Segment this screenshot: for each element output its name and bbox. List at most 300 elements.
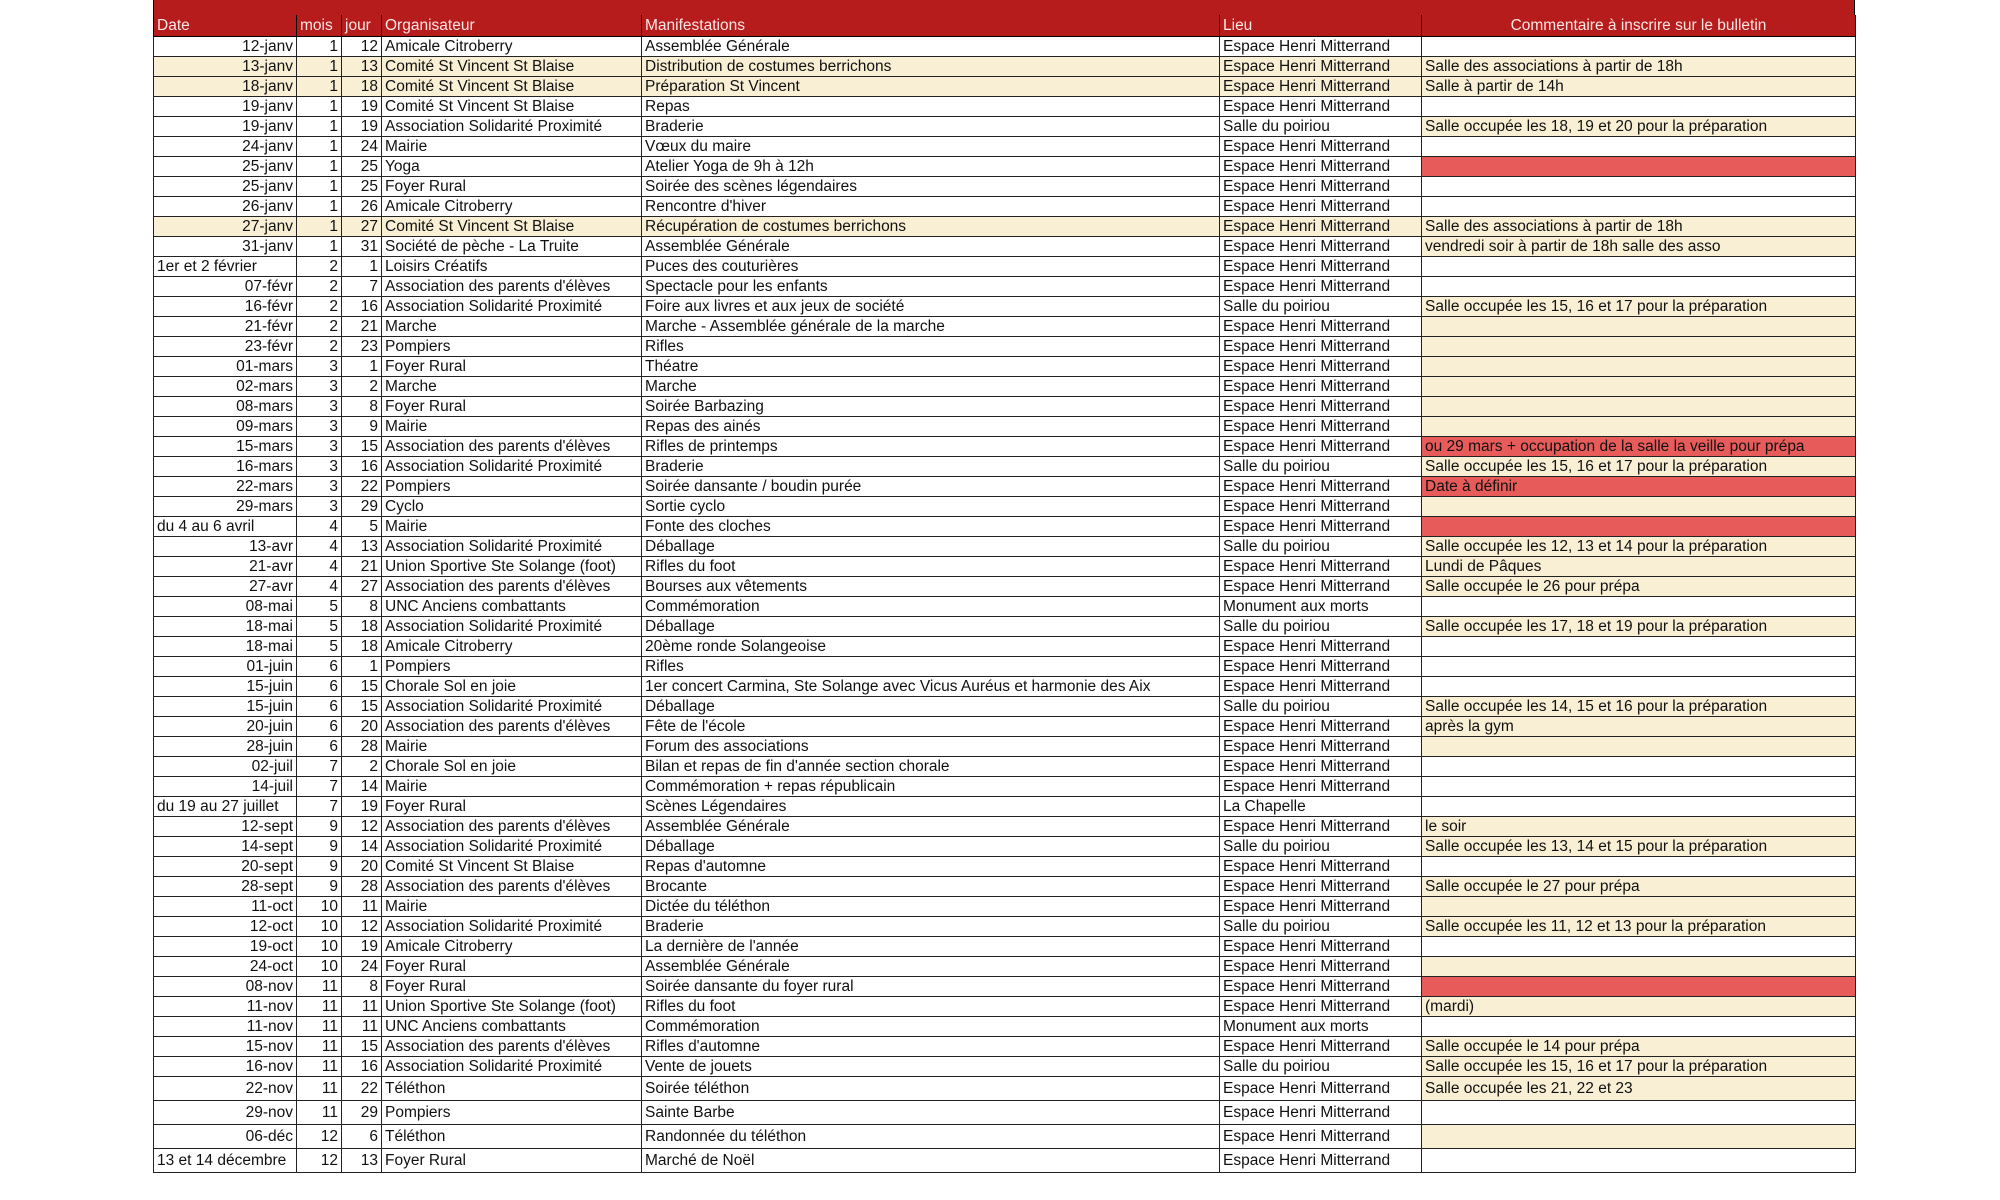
cell-date[interactable]: 15-nov [154, 1037, 297, 1057]
cell-lieu[interactable]: Espace Henri Mitterrand [1220, 677, 1422, 697]
cell-mois[interactable]: 1 [297, 97, 342, 117]
cell-manifestation[interactable]: Bilan et repas de fin d'année section chorale [642, 757, 1220, 777]
cell-commentaire[interactable]: Salle occupée le 27 pour prépa [1422, 877, 1856, 897]
cell-mois[interactable]: 3 [297, 497, 342, 517]
cell-date[interactable]: 14-sept [154, 837, 297, 857]
cell-manifestation[interactable]: Assemblée Générale [642, 37, 1220, 57]
cell-jour[interactable]: 11 [342, 997, 382, 1017]
cell-lieu[interactable]: Espace Henri Mitterrand [1220, 1037, 1422, 1057]
cell-commentaire[interactable] [1422, 37, 1856, 57]
cell-commentaire[interactable] [1422, 957, 1856, 977]
cell-date[interactable]: 15-juin [154, 697, 297, 717]
cell-organisateur[interactable]: Foyer Rural [382, 357, 642, 377]
cell-lieu[interactable]: Monument aux morts [1220, 1017, 1422, 1037]
cell-manifestation[interactable]: Rifles du foot [642, 997, 1220, 1017]
cell-commentaire[interactable]: vendredi soir à partir de 18h salle des asso [1422, 237, 1856, 257]
cell-lieu[interactable]: Espace Henri Mitterrand [1220, 957, 1422, 977]
cell-lieu[interactable]: Salle du poiriou [1220, 297, 1422, 317]
cell-manifestation[interactable]: Rifles du foot [642, 557, 1220, 577]
cell-lieu[interactable]: Espace Henri Mitterrand [1220, 577, 1422, 597]
cell-jour[interactable]: 6 [342, 1125, 382, 1149]
cell-lieu[interactable]: Espace Henri Mitterrand [1220, 357, 1422, 377]
cell-commentaire[interactable] [1422, 317, 1856, 337]
cell-commentaire[interactable] [1422, 897, 1856, 917]
cell-lieu[interactable]: Espace Henri Mitterrand [1220, 557, 1422, 577]
cell-manifestation[interactable]: Fonte des cloches [642, 517, 1220, 537]
cell-date[interactable]: 22-nov [154, 1077, 297, 1101]
cell-commentaire[interactable] [1422, 337, 1856, 357]
cell-jour[interactable]: 28 [342, 737, 382, 757]
cell-mois[interactable]: 9 [297, 857, 342, 877]
cell-commentaire[interactable] [1422, 677, 1856, 697]
cell-mois[interactable]: 12 [297, 1125, 342, 1149]
cell-manifestation[interactable]: Spectacle pour les enfants [642, 277, 1220, 297]
cell-commentaire[interactable]: après la gym [1422, 717, 1856, 737]
cell-organisateur[interactable]: Association Solidarité Proximité [382, 117, 642, 137]
cell-jour[interactable]: 27 [342, 217, 382, 237]
cell-date[interactable]: 26-janv [154, 197, 297, 217]
cell-lieu[interactable]: Espace Henri Mitterrand [1220, 717, 1422, 737]
cell-jour[interactable]: 2 [342, 377, 382, 397]
cell-mois[interactable]: 4 [297, 517, 342, 537]
cell-date[interactable]: du 4 au 6 avril [154, 517, 297, 537]
cell-mois[interactable]: 7 [297, 777, 342, 797]
cell-organisateur[interactable]: Mairie [382, 517, 642, 537]
cell-jour[interactable]: 12 [342, 917, 382, 937]
cell-jour[interactable]: 19 [342, 117, 382, 137]
cell-commentaire[interactable]: (mardi) [1422, 997, 1856, 1017]
cell-lieu[interactable]: Espace Henri Mitterrand [1220, 277, 1422, 297]
cell-manifestation[interactable]: Assemblée Générale [642, 237, 1220, 257]
cell-lieu[interactable]: Espace Henri Mitterrand [1220, 157, 1422, 177]
cell-mois[interactable]: 9 [297, 817, 342, 837]
cell-jour[interactable]: 16 [342, 1057, 382, 1077]
cell-jour[interactable]: 8 [342, 597, 382, 617]
cell-jour[interactable]: 28 [342, 877, 382, 897]
cell-organisateur[interactable]: Association Solidarité Proximité [382, 617, 642, 637]
cell-organisateur[interactable]: Association Solidarité Proximité [382, 297, 642, 317]
cell-jour[interactable]: 16 [342, 297, 382, 317]
cell-organisateur[interactable]: Association des parents d'élèves [382, 437, 642, 457]
cell-organisateur[interactable]: Chorale Sol en joie [382, 757, 642, 777]
cell-commentaire[interactable]: Salle occupée les 13, 14 et 15 pour la préparation [1422, 837, 1856, 857]
cell-date[interactable]: 01-juin [154, 657, 297, 677]
cell-organisateur[interactable]: Pompiers [382, 477, 642, 497]
cell-jour[interactable]: 12 [342, 37, 382, 57]
cell-mois[interactable]: 2 [297, 277, 342, 297]
cell-manifestation[interactable]: Bourses aux vêtements [642, 577, 1220, 597]
cell-date[interactable]: 19-oct [154, 937, 297, 957]
cell-manifestation[interactable]: Marche [642, 377, 1220, 397]
cell-lieu[interactable]: Espace Henri Mitterrand [1220, 177, 1422, 197]
cell-commentaire[interactable]: Lundi de Pâques [1422, 557, 1856, 577]
cell-commentaire[interactable] [1422, 397, 1856, 417]
cell-jour[interactable]: 8 [342, 397, 382, 417]
cell-commentaire[interactable]: Salle occupée les 21, 22 et 23 [1422, 1077, 1856, 1101]
cell-manifestation[interactable]: Randonnée du téléthon [642, 1125, 1220, 1149]
cell-manifestation[interactable]: Rifles d'automne [642, 1037, 1220, 1057]
cell-lieu[interactable]: Espace Henri Mitterrand [1220, 257, 1422, 277]
cell-date[interactable]: 18-janv [154, 77, 297, 97]
cell-mois[interactable]: 1 [297, 237, 342, 257]
cell-lieu[interactable]: Salle du poiriou [1220, 537, 1422, 557]
cell-organisateur[interactable]: Association Solidarité Proximité [382, 537, 642, 557]
cell-mois[interactable]: 2 [297, 317, 342, 337]
cell-date[interactable]: 22-mars [154, 477, 297, 497]
cell-manifestation[interactable]: Scènes Légendaires [642, 797, 1220, 817]
cell-commentaire[interactable] [1422, 357, 1856, 377]
cell-commentaire[interactable]: Salle des associations à partir de 18h [1422, 217, 1856, 237]
cell-lieu[interactable]: Espace Henri Mitterrand [1220, 77, 1422, 97]
cell-commentaire[interactable] [1422, 137, 1856, 157]
cell-jour[interactable]: 15 [342, 1037, 382, 1057]
cell-commentaire[interactable] [1422, 377, 1856, 397]
cell-lieu[interactable]: Espace Henri Mitterrand [1220, 737, 1422, 757]
cell-jour[interactable]: 14 [342, 777, 382, 797]
cell-organisateur[interactable]: Foyer Rural [382, 977, 642, 997]
cell-organisateur[interactable]: Association Solidarité Proximité [382, 697, 642, 717]
cell-commentaire[interactable] [1422, 777, 1856, 797]
cell-manifestation[interactable]: Déballage [642, 837, 1220, 857]
cell-lieu[interactable]: Salle du poiriou [1220, 617, 1422, 637]
cell-mois[interactable]: 3 [297, 477, 342, 497]
header-mois[interactable]: mois [297, 15, 342, 37]
cell-mois[interactable]: 2 [297, 257, 342, 277]
cell-commentaire[interactable] [1422, 517, 1856, 537]
cell-organisateur[interactable]: Association Solidarité Proximité [382, 457, 642, 477]
cell-date[interactable]: 02-mars [154, 377, 297, 397]
cell-date[interactable]: 25-janv [154, 177, 297, 197]
cell-date[interactable]: 28-juin [154, 737, 297, 757]
cell-mois[interactable]: 11 [297, 1037, 342, 1057]
cell-date[interactable]: 08-mai [154, 597, 297, 617]
cell-manifestation[interactable]: Déballage [642, 697, 1220, 717]
cell-jour[interactable]: 24 [342, 957, 382, 977]
cell-date[interactable]: 21-févr [154, 317, 297, 337]
cell-commentaire[interactable] [1422, 637, 1856, 657]
cell-commentaire[interactable] [1422, 497, 1856, 517]
cell-manifestation[interactable]: Brocante [642, 877, 1220, 897]
cell-organisateur[interactable]: Amicale Citroberry [382, 37, 642, 57]
cell-mois[interactable]: 1 [297, 117, 342, 137]
cell-manifestation[interactable]: Rifles [642, 657, 1220, 677]
cell-manifestation[interactable]: Marche - Assemblée générale de la marche [642, 317, 1220, 337]
cell-mois[interactable]: 11 [297, 1017, 342, 1037]
cell-date[interactable]: 06-déc [154, 1125, 297, 1149]
cell-jour[interactable]: 22 [342, 1077, 382, 1101]
cell-mois[interactable]: 1 [297, 57, 342, 77]
cell-commentaire[interactable]: Salle occupée les 12, 13 et 14 pour la préparation [1422, 537, 1856, 557]
cell-organisateur[interactable]: Foyer Rural [382, 797, 642, 817]
cell-mois[interactable]: 3 [297, 377, 342, 397]
cell-lieu[interactable]: Salle du poiriou [1220, 117, 1422, 137]
cell-lieu[interactable]: Salle du poiriou [1220, 917, 1422, 937]
cell-manifestation[interactable]: Soirée téléthon [642, 1077, 1220, 1101]
cell-mois[interactable]: 3 [297, 417, 342, 437]
cell-organisateur[interactable]: Association des parents d'élèves [382, 717, 642, 737]
cell-organisateur[interactable]: Mairie [382, 137, 642, 157]
cell-jour[interactable]: 5 [342, 517, 382, 537]
cell-organisateur[interactable]: Association Solidarité Proximité [382, 837, 642, 857]
cell-organisateur[interactable]: Foyer Rural [382, 177, 642, 197]
cell-commentaire[interactable]: Salle à partir de 14h [1422, 77, 1856, 97]
cell-date[interactable]: 25-janv [154, 157, 297, 177]
cell-lieu[interactable]: Espace Henri Mitterrand [1220, 377, 1422, 397]
cell-manifestation[interactable]: Fête de l'école [642, 717, 1220, 737]
cell-commentaire[interactable]: Salle occupée les 15, 16 et 17 pour la préparation [1422, 1057, 1856, 1077]
cell-mois[interactable]: 11 [297, 1077, 342, 1101]
cell-manifestation[interactable]: Rifles de printemps [642, 437, 1220, 457]
cell-commentaire[interactable] [1422, 277, 1856, 297]
cell-lieu[interactable]: Espace Henri Mitterrand [1220, 757, 1422, 777]
cell-mois[interactable]: 9 [297, 837, 342, 857]
cell-date[interactable]: 01-mars [154, 357, 297, 377]
cell-mois[interactable]: 7 [297, 757, 342, 777]
cell-organisateur[interactable]: UNC Anciens combattants [382, 597, 642, 617]
cell-manifestation[interactable]: Soirée Barbazing [642, 397, 1220, 417]
cell-commentaire[interactable] [1422, 1125, 1856, 1149]
cell-lieu[interactable]: Espace Henri Mitterrand [1220, 817, 1422, 837]
cell-organisateur[interactable]: Association des parents d'élèves [382, 577, 642, 597]
cell-date[interactable]: 16-févr [154, 297, 297, 317]
cell-organisateur[interactable]: Foyer Rural [382, 957, 642, 977]
cell-jour[interactable]: 1 [342, 257, 382, 277]
cell-date[interactable]: 31-janv [154, 237, 297, 257]
cell-date[interactable]: 18-mai [154, 617, 297, 637]
cell-lieu[interactable]: Espace Henri Mitterrand [1220, 1101, 1422, 1125]
cell-lieu[interactable]: Espace Henri Mitterrand [1220, 1077, 1422, 1101]
cell-date[interactable]: 28-sept [154, 877, 297, 897]
cell-date[interactable]: 1er et 2 février [154, 257, 297, 277]
cell-organisateur[interactable]: Yoga [382, 157, 642, 177]
cell-manifestation[interactable]: Sainte Barbe [642, 1101, 1220, 1125]
cell-date[interactable]: 16-nov [154, 1057, 297, 1077]
cell-organisateur[interactable]: Comité St Vincent St Blaise [382, 77, 642, 97]
cell-lieu[interactable]: Espace Henri Mitterrand [1220, 217, 1422, 237]
cell-lieu[interactable]: Espace Henri Mitterrand [1220, 657, 1422, 677]
cell-lieu[interactable]: Espace Henri Mitterrand [1220, 37, 1422, 57]
cell-manifestation[interactable]: Commémoration [642, 597, 1220, 617]
cell-lieu[interactable]: Espace Henri Mitterrand [1220, 197, 1422, 217]
cell-mois[interactable]: 6 [297, 677, 342, 697]
cell-organisateur[interactable]: Chorale Sol en joie [382, 677, 642, 697]
cell-commentaire[interactable]: Salle occupée les 11, 12 et 13 pour la préparation [1422, 917, 1856, 937]
cell-date[interactable]: 15-juin [154, 677, 297, 697]
header-organisateur[interactable]: Organisateur [382, 15, 642, 37]
cell-mois[interactable]: 3 [297, 357, 342, 377]
cell-manifestation[interactable]: Braderie [642, 457, 1220, 477]
cell-manifestation[interactable]: Vœux du maire [642, 137, 1220, 157]
cell-lieu[interactable]: Espace Henri Mitterrand [1220, 497, 1422, 517]
cell-lieu[interactable]: Espace Henri Mitterrand [1220, 417, 1422, 437]
cell-commentaire[interactable] [1422, 797, 1856, 817]
cell-date[interactable]: 20-sept [154, 857, 297, 877]
cell-jour[interactable]: 24 [342, 137, 382, 157]
cell-manifestation[interactable]: Repas d'automne [642, 857, 1220, 877]
cell-jour[interactable]: 19 [342, 97, 382, 117]
cell-date[interactable]: 19-janv [154, 97, 297, 117]
cell-date[interactable]: du 19 au 27 juillet [154, 797, 297, 817]
cell-jour[interactable]: 26 [342, 197, 382, 217]
header-jour[interactable]: jour [342, 15, 382, 37]
cell-manifestation[interactable]: Récupération de costumes berrichons [642, 217, 1220, 237]
cell-manifestation[interactable]: Braderie [642, 917, 1220, 937]
cell-commentaire[interactable] [1422, 1101, 1856, 1125]
header-lieu[interactable]: Lieu [1220, 15, 1422, 37]
cell-jour[interactable]: 13 [342, 1149, 382, 1173]
cell-manifestation[interactable]: Soirée des scènes légendaires [642, 177, 1220, 197]
cell-manifestation[interactable]: La dernière de l'année [642, 937, 1220, 957]
cell-lieu[interactable]: Salle du poiriou [1220, 457, 1422, 477]
cell-mois[interactable]: 3 [297, 457, 342, 477]
cell-jour[interactable]: 20 [342, 717, 382, 737]
cell-commentaire[interactable] [1422, 97, 1856, 117]
cell-mois[interactable]: 6 [297, 717, 342, 737]
cell-date[interactable]: 29-mars [154, 497, 297, 517]
cell-jour[interactable]: 11 [342, 897, 382, 917]
cell-organisateur[interactable]: Pompiers [382, 337, 642, 357]
cell-mois[interactable]: 5 [297, 617, 342, 637]
cell-jour[interactable]: 20 [342, 857, 382, 877]
cell-mois[interactable]: 10 [297, 917, 342, 937]
cell-commentaire[interactable] [1422, 257, 1856, 277]
cell-mois[interactable]: 4 [297, 577, 342, 597]
cell-manifestation[interactable]: Soirée dansante du foyer rural [642, 977, 1220, 997]
cell-manifestation[interactable]: Puces des couturières [642, 257, 1220, 277]
cell-organisateur[interactable]: Marche [382, 317, 642, 337]
cell-organisateur[interactable]: Mairie [382, 897, 642, 917]
cell-lieu[interactable]: Espace Henri Mitterrand [1220, 517, 1422, 537]
cell-jour[interactable]: 9 [342, 417, 382, 437]
cell-lieu[interactable]: Espace Henri Mitterrand [1220, 137, 1422, 157]
cell-lieu[interactable]: Espace Henri Mitterrand [1220, 237, 1422, 257]
cell-commentaire[interactable] [1422, 657, 1856, 677]
cell-organisateur[interactable]: Téléthon [382, 1125, 642, 1149]
cell-commentaire[interactable] [1422, 977, 1856, 997]
cell-date[interactable]: 21-avr [154, 557, 297, 577]
cell-commentaire[interactable] [1422, 1149, 1856, 1173]
cell-lieu[interactable]: Espace Henri Mitterrand [1220, 897, 1422, 917]
cell-lieu[interactable]: Espace Henri Mitterrand [1220, 1125, 1422, 1149]
cell-commentaire[interactable]: Salle occupée les 15, 16 et 17 pour la préparation [1422, 457, 1856, 477]
cell-organisateur[interactable]: Comité St Vincent St Blaise [382, 97, 642, 117]
cell-lieu[interactable]: Espace Henri Mitterrand [1220, 857, 1422, 877]
cell-date[interactable]: 13-janv [154, 57, 297, 77]
cell-mois[interactable]: 3 [297, 397, 342, 417]
cell-date[interactable]: 11-nov [154, 1017, 297, 1037]
cell-commentaire[interactable] [1422, 1017, 1856, 1037]
cell-lieu[interactable]: Espace Henri Mitterrand [1220, 337, 1422, 357]
cell-jour[interactable]: 8 [342, 977, 382, 997]
cell-mois[interactable]: 1 [297, 197, 342, 217]
cell-lieu[interactable]: Espace Henri Mitterrand [1220, 1149, 1422, 1173]
cell-commentaire[interactable]: Salle occupée les 18, 19 et 20 pour la préparation [1422, 117, 1856, 137]
cell-date[interactable]: 16-mars [154, 457, 297, 477]
cell-manifestation[interactable]: Déballage [642, 537, 1220, 557]
cell-date[interactable]: 12-janv [154, 37, 297, 57]
header-manifestations[interactable]: Manifestations [642, 15, 1220, 37]
cell-organisateur[interactable]: Amicale Citroberry [382, 937, 642, 957]
cell-organisateur[interactable]: Association des parents d'élèves [382, 1037, 642, 1057]
cell-lieu[interactable]: Salle du poiriou [1220, 1057, 1422, 1077]
cell-commentaire[interactable]: Salle occupée le 14 pour prépa [1422, 1037, 1856, 1057]
cell-date[interactable]: 24-janv [154, 137, 297, 157]
cell-commentaire[interactable]: Date à définir [1422, 477, 1856, 497]
cell-manifestation[interactable]: Forum des associations [642, 737, 1220, 757]
cell-commentaire[interactable] [1422, 157, 1856, 177]
cell-organisateur[interactable]: Pompiers [382, 1101, 642, 1125]
cell-lieu[interactable]: Espace Henri Mitterrand [1220, 317, 1422, 337]
cell-jour[interactable]: 19 [342, 937, 382, 957]
cell-lieu[interactable]: Espace Henri Mitterrand [1220, 977, 1422, 997]
cell-manifestation[interactable]: Repas des ainés [642, 417, 1220, 437]
cell-mois[interactable]: 1 [297, 177, 342, 197]
cell-jour[interactable]: 18 [342, 617, 382, 637]
cell-organisateur[interactable]: Foyer Rural [382, 397, 642, 417]
cell-jour[interactable]: 18 [342, 77, 382, 97]
cell-commentaire[interactable] [1422, 177, 1856, 197]
cell-date[interactable]: 02-juil [154, 757, 297, 777]
cell-jour[interactable]: 29 [342, 497, 382, 517]
cell-mois[interactable]: 4 [297, 557, 342, 577]
cell-commentaire[interactable] [1422, 197, 1856, 217]
cell-lieu[interactable]: Espace Henri Mitterrand [1220, 437, 1422, 457]
cell-manifestation[interactable]: Distribution de costumes berrichons [642, 57, 1220, 77]
cell-lieu[interactable]: Espace Henri Mitterrand [1220, 877, 1422, 897]
cell-mois[interactable]: 1 [297, 137, 342, 157]
cell-manifestation[interactable]: 1er concert Carmina, Ste Solange avec Vicus Auréus et harmonie des Aix [642, 677, 1220, 697]
cell-lieu[interactable]: Salle du poiriou [1220, 837, 1422, 857]
cell-manifestation[interactable]: 20ème ronde Solangeoise [642, 637, 1220, 657]
cell-manifestation[interactable]: Rifles [642, 337, 1220, 357]
cell-lieu[interactable]: Espace Henri Mitterrand [1220, 997, 1422, 1017]
cell-commentaire[interactable]: Salle occupée les 17, 18 et 19 pour la préparation [1422, 617, 1856, 637]
cell-organisateur[interactable]: Comité St Vincent St Blaise [382, 217, 642, 237]
header-commentaire[interactable]: Commentaire à inscrire sur le bulletin [1422, 15, 1856, 37]
cell-jour[interactable]: 31 [342, 237, 382, 257]
cell-commentaire[interactable]: Salle des associations à partir de 18h [1422, 57, 1856, 77]
cell-manifestation[interactable]: Sortie cyclo [642, 497, 1220, 517]
cell-jour[interactable]: 23 [342, 337, 382, 357]
cell-lieu[interactable]: Espace Henri Mitterrand [1220, 937, 1422, 957]
cell-mois[interactable]: 10 [297, 937, 342, 957]
cell-jour[interactable]: 12 [342, 817, 382, 837]
header-date[interactable]: Date [154, 15, 297, 37]
cell-lieu[interactable]: Espace Henri Mitterrand [1220, 397, 1422, 417]
cell-jour[interactable]: 16 [342, 457, 382, 477]
cell-organisateur[interactable]: Comité St Vincent St Blaise [382, 857, 642, 877]
cell-mois[interactable]: 4 [297, 537, 342, 557]
cell-commentaire[interactable]: Salle occupée les 14, 15 et 16 pour la préparation [1422, 697, 1856, 717]
cell-date[interactable]: 15-mars [154, 437, 297, 457]
cell-date[interactable]: 09-mars [154, 417, 297, 437]
cell-organisateur[interactable]: UNC Anciens combattants [382, 1017, 642, 1037]
cell-mois[interactable]: 12 [297, 1149, 342, 1173]
cell-manifestation[interactable]: Commémoration [642, 1017, 1220, 1037]
cell-date[interactable]: 14-juil [154, 777, 297, 797]
cell-manifestation[interactable]: Marché de Noël [642, 1149, 1220, 1173]
cell-manifestation[interactable]: Assemblée Générale [642, 817, 1220, 837]
cell-date[interactable]: 19-janv [154, 117, 297, 137]
cell-jour[interactable]: 15 [342, 697, 382, 717]
cell-date[interactable]: 27-janv [154, 217, 297, 237]
cell-commentaire[interactable]: Salle occupée le 26 pour prépa [1422, 577, 1856, 597]
cell-organisateur[interactable]: Mairie [382, 417, 642, 437]
cell-manifestation[interactable]: Braderie [642, 117, 1220, 137]
cell-mois[interactable]: 11 [297, 1101, 342, 1125]
cell-organisateur[interactable]: Association des parents d'élèves [382, 277, 642, 297]
cell-jour[interactable]: 25 [342, 157, 382, 177]
